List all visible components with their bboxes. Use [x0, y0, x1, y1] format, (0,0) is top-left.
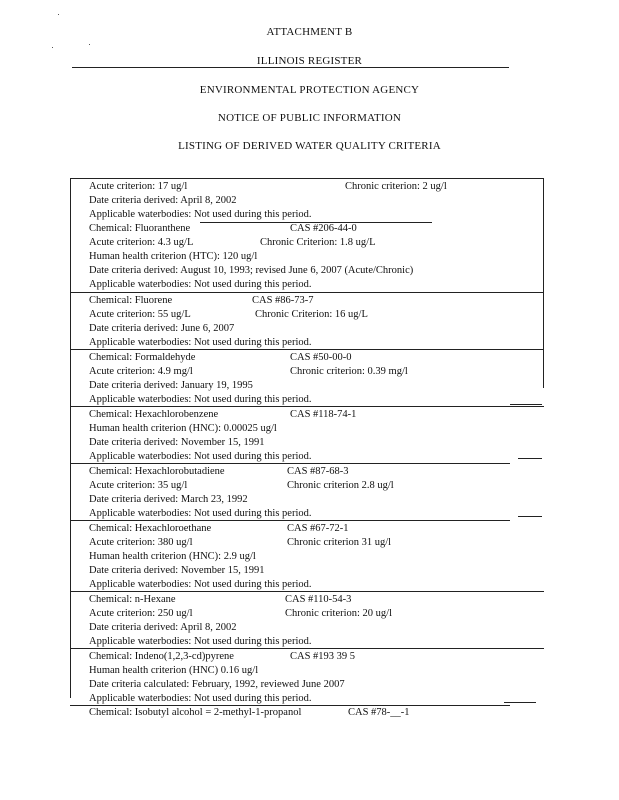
cas-number: CAS #86-73-7	[252, 295, 314, 306]
table-left-border	[70, 178, 71, 698]
date-derived: Date criteria derived: April 8, 2002	[89, 195, 237, 206]
cas-number: CAS #50-00-0	[290, 352, 352, 363]
chemical-name: Chemical: Fluoranthene	[89, 223, 191, 234]
date-derived: Date criteria derived: August 10, 1993; revised June 6, 2007 (Acute/Chronic)	[89, 265, 414, 276]
margin-mark	[518, 516, 542, 517]
applicable-waterbodies: Applicable waterbodies: Not used during this period.	[89, 636, 312, 647]
chronic-criterion: Chronic Criterion: 16 ug/L	[255, 309, 368, 320]
date-derived: Date criteria derived: June 6, 2007	[89, 323, 235, 334]
human-health-criterion: Human health criterion (HTC): 120 ug/l	[89, 251, 258, 262]
chronic-criterion: Chronic criterion 2.8 ug/l	[287, 480, 394, 491]
cas-number: CAS #193 39 5	[290, 651, 356, 662]
chemical-name: Chemical: Hexachloroethane	[89, 523, 212, 534]
margin-mark	[510, 404, 542, 405]
date-derived: Date criteria calculated: February, 1992, reviewed June 2007	[89, 679, 345, 690]
row-divider	[70, 705, 510, 706]
chemical-name: Chemical: Hexachlorobutadiene	[89, 466, 225, 477]
chronic-criterion: Chronic criterion: 2 ug/l	[345, 181, 447, 192]
acute-criterion: Acute criterion: 4.3 ug/L	[89, 237, 194, 248]
acute-criterion: Acute criterion: 4.9 mg/l	[89, 366, 193, 377]
chemical-name: Chemical: Formaldehyde	[89, 352, 196, 363]
cas-number: CAS #87-68-3	[287, 466, 349, 477]
listing-title: LISTING OF DERIVED WATER QUALITY CRITERIA	[178, 140, 441, 152]
date-derived: Date criteria derived: March 23, 1992	[89, 494, 248, 505]
chronic-criterion: Chronic Criterion: 1.8 ug/L	[260, 237, 376, 248]
applicable-waterbodies: Applicable waterbodies: Not used during this period.	[89, 508, 312, 519]
agency-title: ENVIRONMENTAL PROTECTION AGENCY	[199, 84, 420, 96]
chemical-name: Chemical: Hexachlorobenzene	[89, 409, 219, 420]
applicable-waterbodies: Applicable waterbodies: Not used during this period.	[89, 451, 312, 462]
chemical-name: Chemical: n-Hexane	[89, 594, 176, 605]
human-health-criterion: Human health criterion (HNC): 0.00025 ug/l	[89, 423, 277, 434]
row-divider	[70, 406, 544, 407]
register-title: ILLINOIS REGISTER	[256, 55, 363, 67]
date-derived: Date criteria derived: November 15, 1991	[89, 565, 265, 576]
chemical-name: Chemical: Isobutyl alcohol = 2-methyl-1-propanol	[89, 707, 302, 718]
acute-criterion: Acute criterion: 250 ug/l	[89, 608, 193, 619]
scan-speck	[58, 14, 59, 15]
row-divider	[70, 520, 510, 521]
cas-number: CAS #78-__-1	[348, 707, 410, 718]
date-derived: Date criteria derived: January 19, 1995	[89, 380, 253, 391]
chemical-name: Chemical: Fluorene	[89, 295, 173, 306]
cas-number: CAS #67-72-1	[287, 523, 349, 534]
applicable-waterbodies: Applicable waterbodies: Not used during this period.	[89, 337, 312, 348]
cas-number: CAS #118-74-1	[290, 409, 357, 420]
acute-criterion: Acute criterion: 380 ug/l	[89, 537, 193, 548]
table-right-border	[543, 178, 544, 388]
human-health-criterion: Human health criterion (HNC) 0.16 ug/l	[89, 665, 259, 676]
applicable-waterbodies: Applicable waterbodies: Not used during this period.	[89, 579, 312, 590]
table-top-border	[70, 178, 544, 179]
date-derived: Date criteria derived: April 8, 2002	[89, 622, 237, 633]
notice-title: NOTICE OF PUBLIC INFORMATION	[217, 112, 402, 124]
applicable-waterbodies: Applicable waterbodies: Not used during this period.	[89, 279, 312, 290]
margin-mark	[504, 702, 536, 703]
cas-number: CAS #206-44-0	[290, 223, 357, 234]
acute-criterion: Acute criterion: 55 ug/L	[89, 309, 191, 320]
acute-criterion: Acute criterion: 17 ug/l	[89, 181, 188, 192]
header-rule	[72, 67, 509, 68]
date-derived: Date criteria derived: November 15, 1991	[89, 437, 265, 448]
row-divider	[70, 292, 544, 293]
row-divider	[70, 349, 544, 350]
applicable-waterbodies: Applicable waterbodies: Not used during this period.	[89, 394, 312, 405]
scan-speck	[52, 47, 53, 48]
chronic-criterion: Chronic criterion 31 ug/l	[287, 537, 392, 548]
cas-number: CAS #110-54-3	[285, 594, 352, 605]
margin-mark	[518, 458, 542, 459]
scan-speck	[89, 44, 90, 45]
applicable-waterbodies: Applicable waterbodies: Not used during this period.	[89, 693, 312, 704]
chronic-criterion: Chronic criterion: 0.39 mg/l	[290, 366, 408, 377]
chronic-criterion: Chronic criterion: 20 ug/l	[285, 608, 393, 619]
attachment-label: ATTACHMENT B	[266, 26, 353, 38]
human-health-criterion: Human health criterion (HNC): 2.9 ug/l	[89, 551, 256, 562]
applicable-waterbodies: Applicable waterbodies: Not used during this period.	[89, 209, 312, 220]
chemical-name: Chemical: Indeno(1,2,3-cd)pyrene	[89, 651, 234, 662]
row-divider	[70, 648, 544, 649]
row-divider	[70, 591, 544, 592]
row-divider	[70, 463, 510, 464]
acute-criterion: Acute criterion: 35 ug/l	[89, 480, 188, 491]
